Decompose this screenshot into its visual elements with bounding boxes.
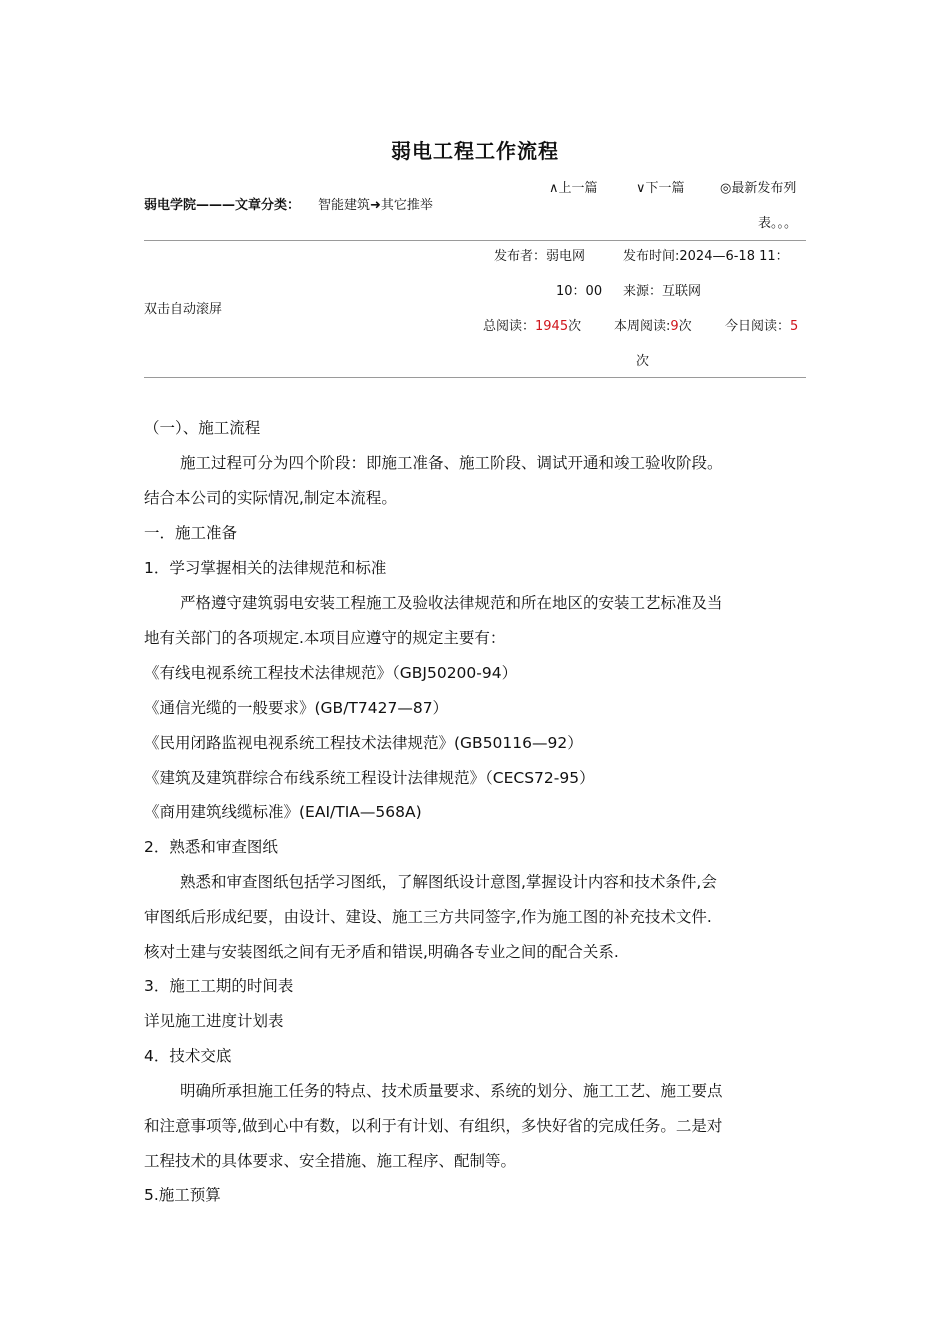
paragraph-2: 熟悉和审查图纸包括学习图纸，了解图纸设计意图,掌握设计内容和技术条件,会 (180, 873, 717, 891)
week-reads-unit: 次 (678, 319, 692, 334)
section-heading: （一）、施工流程 (144, 419, 261, 437)
publish-time: 发布时间:2024—6-18 11： (623, 249, 789, 264)
auto-scroll-link[interactable]: 双击自动滚屏 (144, 302, 223, 317)
next-article-link[interactable]: ∨下一篇 (636, 181, 685, 196)
publish-time-cont: 10：00 (556, 284, 603, 299)
latest-list-link-cont[interactable]: 表。。。 (758, 216, 798, 231)
source: 来源：互联网 (623, 284, 702, 299)
page-title: 弱电工程工作流程 (391, 139, 559, 163)
category-label: 弱电学院———文章分类： (144, 198, 301, 213)
standard-item: 《商用建筑线缆标准》(EAI/TIA—568A) (144, 803, 422, 821)
paragraph-intro-cont: 结合本公司的实际情况,制定本流程。 (144, 489, 397, 507)
latest-list-link[interactable]: ◎最新发布列 (720, 181, 797, 196)
heading-4: 4．技术交底 (144, 1047, 232, 1065)
divider-top (144, 240, 806, 241)
total-reads-value: 1945 (535, 319, 569, 334)
heading-prep: 一．施工准备 (144, 524, 238, 542)
week-reads-value: 9 (670, 319, 679, 334)
today-reads (725, 315, 798, 334)
heading-3: 3．施工工期的时间表 (144, 977, 294, 995)
standard-item: 《民用闭路监视电视系统工程技术法律规范》(GB50116—92） (144, 734, 583, 752)
prev-article-link[interactable]: ∧上一篇 (549, 181, 598, 196)
heading-5: 5.施工预算 (144, 1186, 221, 1204)
heading-1: 1．学习掌握相关的法律规范和标准 (144, 559, 387, 577)
category-path-link[interactable]: 智能建筑➜其它推举 (318, 198, 433, 213)
paragraph-4: 明确所承担施工任务的特点、技术质量要求、系统的划分、施工工艺、施工要点 (180, 1082, 723, 1100)
paragraph-4-cont: 和注意事项等,做到心中有数，以利于有计划、有组织，多快好省的完成任务。二是对 (144, 1117, 723, 1135)
paragraph-2-cont: 核对土建与安装图纸之间有无矛盾和错误,明确各专业之间的配合关系. (144, 943, 619, 961)
paragraph-intro: 施工过程可分为四个阶段：即施工准备、施工阶段、调试开通和竣工验收阶段。 (180, 454, 723, 472)
standard-item: 《通信光缆的一般要求》(GB/T7427—87） (144, 699, 449, 717)
total-reads (483, 315, 581, 334)
paragraph-1: 严格遵守建筑弱电安装工程施工及验收法律规范和所在地区的安装工艺标准及当 (180, 594, 723, 612)
week-reads (614, 315, 692, 334)
paragraph-4-cont: 工程技术的具体要求、安全措施、施工程序、配制等。 (144, 1152, 517, 1170)
today-reads-unit: 次 (636, 354, 650, 369)
today-reads-label: 今日阅读： (725, 319, 791, 334)
publisher: 发布者：弱电网 (494, 249, 586, 264)
total-reads-unit: 次 (568, 319, 582, 334)
divider-bottom (144, 377, 806, 378)
paragraph-2-cont: 审图纸后形成纪要，由设计、建设、施工三方共同签字,作为施工图的补充技术文件. (144, 908, 712, 926)
paragraph-1-cont: 地有关部门的各项规定.本项目应遵守的规定主要有： (144, 629, 506, 647)
heading-2: 2．熟悉和审查图纸 (144, 838, 278, 856)
paragraph-3: 详见施工进度计划表 (144, 1012, 284, 1030)
standard-item: 《有线电视系统工程技术法律规范》（GBJ50200-94） (144, 664, 518, 682)
total-reads-label: 总阅读： (483, 319, 536, 334)
standard-item: 《建筑及建筑群综合布线系统工程设计法律规范》（CECS72-95） (144, 769, 595, 787)
today-reads-value: 5 (790, 319, 799, 334)
week-reads-label: 本周阅读: (614, 319, 671, 334)
